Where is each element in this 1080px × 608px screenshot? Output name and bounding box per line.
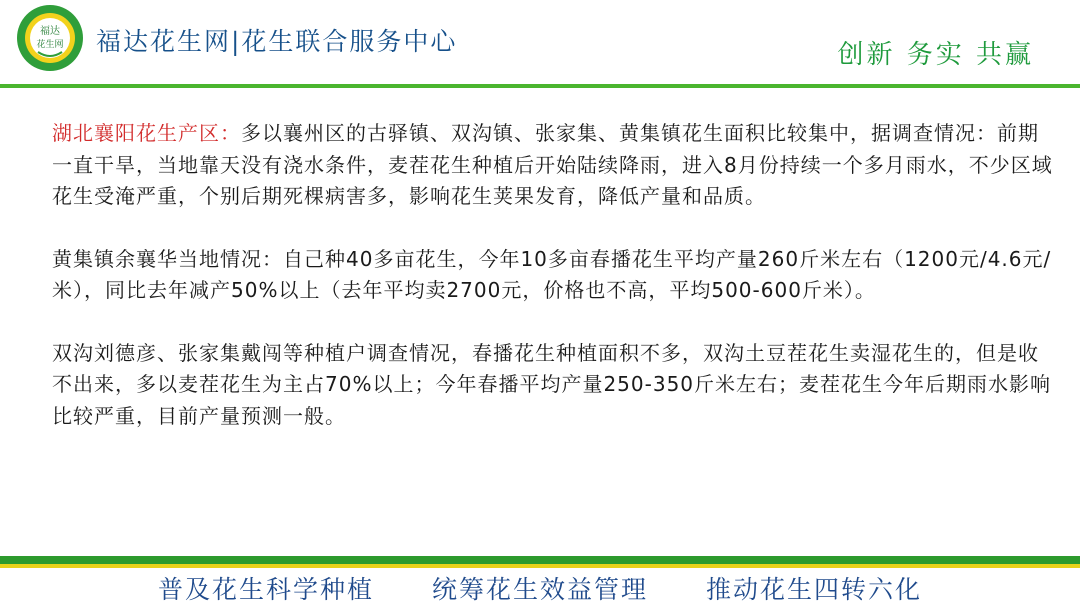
- logo-text-top: 福达: [40, 26, 60, 37]
- paragraph-3: 双沟刘德彦、张家集戴闯等种植户调查情况，春播花生种植面积不多，双沟土豆茬花生卖湿花生的，但是收不出来，多以麦茬花生为主占70%以上；今年春播平均产量250-350斤米左右；麦茬花生今年后期雨水影响比较严重，目前产量预测一般。: [52, 340, 1052, 428]
- footer-divider-green: [0, 556, 1080, 564]
- main-content: [52, 118, 1054, 463]
- region-label: 湖北襄阳花生产区：: [52, 121, 241, 145]
- footer-slogan-3: 推动花生四转六化: [706, 575, 923, 604]
- logo-text-bottom: 花生网: [36, 40, 64, 50]
- header: [0, 0, 1080, 84]
- header-divider: [0, 84, 1080, 88]
- paragraph-1: [52, 118, 1054, 213]
- slogan: 创新 务实 共赢: [837, 40, 1034, 70]
- paragraph-2: 黄集镇余襄华当地情况：自己种40多亩花生，今年10多亩春播花生平均产量260斤米左右（1200元/4.6元/米），同比去年减产50%以上（去年平均卖2700元，价格也不高，平均500-600斤米）。: [52, 246, 1052, 302]
- footer: [0, 568, 1080, 608]
- footer-slogan-2: 统筹花生效益管理: [431, 575, 648, 604]
- site-title: 福达花生网|花生联合服务中心: [96, 27, 458, 56]
- footer-slogan-1: 普及花生科学种植: [157, 575, 374, 604]
- logo: [16, 4, 84, 72]
- paragraph-1-text: 多以襄州区的古驿镇、双沟镇、张家集、黄集镇花生面积比较集中，据调查情况：前期一直干旱，当地靠天没有浇水条件，麦茬花生种植后开始陆续降雨，进入8月份持续一个多月雨水，不少区域花生受淹严重，个别后期死棵病害多，影响花生荚果发育，降低产量和品质。: [52, 121, 1053, 208]
